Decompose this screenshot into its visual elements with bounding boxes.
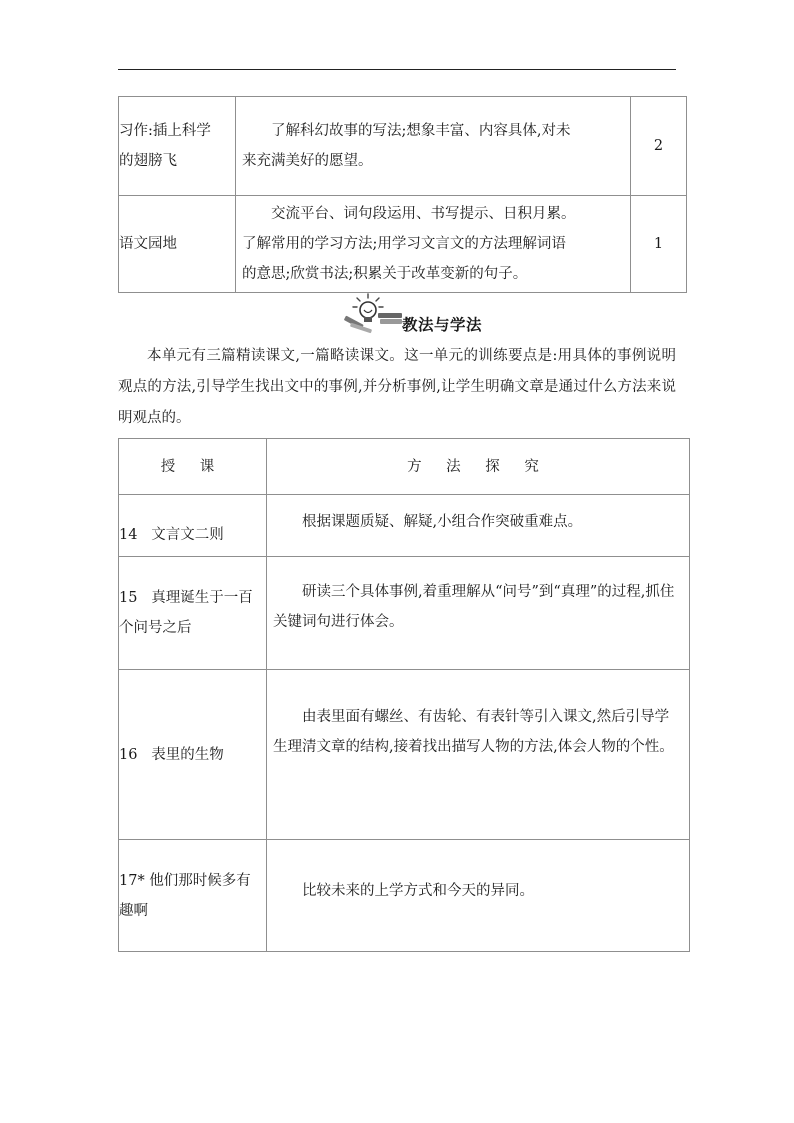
topic-hours-cell: 2 <box>631 97 687 196</box>
table-row <box>119 97 687 196</box>
topic-name-line: 习作:插上科学 <box>119 123 211 139</box>
topic-goal-line: 交流平台、词句段运用、书写提示、日积月累。 <box>271 206 576 222</box>
topic-name-cell <box>119 196 236 293</box>
topic-goal-cell <box>236 97 631 196</box>
lesson-line: 趣啊 <box>119 902 148 919</box>
method-cell: 比较未来的上学方式和今天的异同。 <box>267 840 690 952</box>
header-rule <box>118 69 676 70</box>
header-lesson: 授 课 <box>119 439 267 495</box>
topic-goal-line: 了解科幻故事的写法;想象丰富、内容具体,对未 <box>271 123 571 139</box>
table-row <box>119 840 690 952</box>
topic-name-line: 语文园地 <box>119 236 177 252</box>
table-row <box>119 196 687 293</box>
lesson-line: 17* 他们那时候多有 <box>119 872 251 889</box>
lesson-cell <box>119 495 267 557</box>
table-row <box>119 670 690 840</box>
lesson-line: 15 真理诞生于一百 <box>119 590 253 606</box>
table-row <box>119 495 690 557</box>
table-header-row <box>119 439 690 495</box>
topic-name-line: 的翅膀飞 <box>119 153 177 169</box>
method-table <box>118 438 690 952</box>
topic-hours-cell: 1 <box>631 196 687 293</box>
topic-goal-line: 的意思;欣赏书法;积累关于改革变新的句子。 <box>242 266 528 282</box>
section-title: 教法与学法 <box>402 316 483 334</box>
lesson-cell <box>119 670 267 840</box>
lesson-line: 个问号之后 <box>119 620 192 636</box>
method-cell: 研读三个具体事例,着重理解从“问号”到“真理”的过程,抓住关键词句进行体会。 <box>267 557 690 670</box>
topic-name-cell <box>119 97 236 196</box>
lightbulb-books-icon <box>342 293 404 335</box>
method-cell: 根据课题质疑、解疑,小组合作突破重难点。 <box>267 495 690 557</box>
header-method: 方 法 探 究 <box>267 439 690 495</box>
unit-topic-table <box>118 96 687 293</box>
lesson-line: 16 表里的生物 <box>119 746 224 763</box>
method-cell: 由表里面有螺丝、有齿轮、有表针等引入课文,然后引导学生理清文章的结构,接着找出描写人物的方法,体会人物的个性。 <box>267 670 690 840</box>
table-row <box>119 557 690 670</box>
topic-goal-line: 来充满美好的愿望。 <box>242 153 373 169</box>
lesson-cell <box>119 557 267 670</box>
lesson-line: 14 文言文二则 <box>119 527 224 543</box>
lesson-cell <box>119 840 267 952</box>
topic-goal-line: 了解常用的学习方法;用学习文言文的方法理解词语 <box>242 236 566 252</box>
intro-paragraph: 本单元有三篇精读课文,一篇略读课文。这一单元的训练要点是:用具体的事例说明观点的方法,引导学生找出文中的事例,并分析事例,让学生明确文章是通过什么方法来说明观点的。 <box>118 348 676 426</box>
topic-goal-cell <box>236 196 631 293</box>
section-heading <box>340 291 500 339</box>
